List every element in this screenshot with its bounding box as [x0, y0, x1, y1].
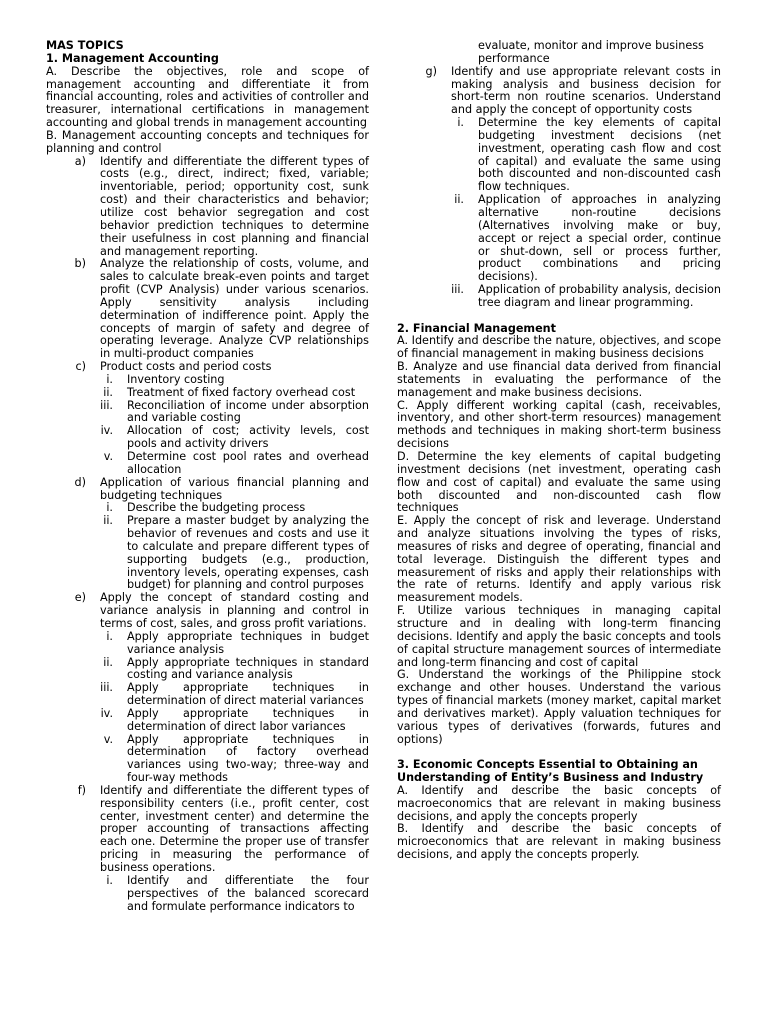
sublist-item-e-ii	[46, 657, 369, 683]
sublist-item-text: Apply appropriate techniques in standard costing and variance analysis	[127, 655, 369, 682]
list-item-a	[46, 156, 369, 259]
list-marker: e)	[74, 591, 86, 605]
section-2-heading: 2. Financial Management	[397, 321, 556, 335]
sublist-marker: ii.	[103, 385, 113, 399]
section-2-item-e: E. Apply the concept of risk and leverage. Understand and analyze situations involving the types of risks, measures of risks and degree of operating, financial and total leverage. Distinguish the different types and measurement of risks and apply their relationships with the rate of returns. Identify and apply various risk measurement models.	[397, 514, 721, 605]
sublist-item-text: Allocation of cost; activity levels, cost pools and activity drivers	[127, 424, 369, 451]
sublist-item-e-i	[46, 631, 369, 657]
sublist-marker: v.	[103, 450, 113, 463]
list-marker: f)	[77, 783, 86, 797]
sublist-item-text: Application of probability analysis, decision tree diagram and linear programming.	[478, 283, 721, 309]
sublist-marker: ii.	[454, 193, 464, 207]
list-item-text: Application of various financial planning and budgeting techniques	[100, 475, 369, 502]
sublist-marker: iii.	[100, 681, 113, 695]
sublist-marker: iv.	[100, 706, 113, 720]
list-item-e	[46, 592, 369, 631]
sublist-item-f-i-continued: evaluate, monitor and improve business performance	[478, 39, 704, 65]
sublist-item-text: Describe the budgeting process	[127, 501, 306, 515]
section-1-item-b: B. Management accounting concepts and techniques for planning and control	[46, 128, 369, 155]
sublist-marker: i.	[106, 501, 113, 515]
sublist-item-text: Inventory costing	[127, 372, 225, 386]
sublist-item-text: Apply appropriate techniques in determination of factory overhead variances using two-way; three-way and four-way methods	[127, 732, 369, 785]
list-marker: d)	[74, 475, 86, 489]
sublist-item-text: Treatment of fixed factory overhead cost	[127, 385, 356, 399]
sublist-item-e-iv	[46, 708, 369, 734]
sublist-item-c-iv	[46, 425, 369, 451]
list-item-text: Identify and differentiate the different types of costs (e.g., direct, indirect; fixed, variable; inventoriable, period; opportunity cost, sunk cost) and their characteristics and behavior; utilize cost behavior segregation and cost behavior prediction techniques to determine their usefulness in cost planning and financial and management reporting.	[100, 154, 369, 258]
sublist-item-c-v	[46, 451, 369, 477]
sublist-item-text: Apply appropriate techniques in determination of direct labor variances	[127, 706, 369, 733]
sublist-item-text: Identify and differentiate the four perspectives of the balanced scorecard and formulate performance indicators to	[127, 873, 369, 913]
sublist-item-text: Apply appropriate techniques in determination of direct material variances	[127, 681, 369, 708]
list-item-b	[46, 258, 369, 361]
sublist-marker: i.	[457, 116, 464, 130]
section-2-item-d: D. Determine the key elements of capital budgeting investment decisions (net investment, operating cash flow and cost of capital) and evaluate the same using both discounted and non-discounted cash flow techniques	[397, 450, 721, 515]
section-1-heading: 1. Management Accounting	[46, 51, 219, 65]
sublist-item-c-iii	[46, 400, 369, 426]
list-marker: a)	[74, 154, 86, 168]
sublist-item-d-ii	[46, 515, 369, 592]
sublist-item-text: Apply appropriate techniques in budget variance analysis	[127, 629, 369, 656]
section-3-item-a: A. Identify and describe the basic concepts of macroeconomics that are relevant in making business decisions, and apply the concepts properly	[397, 783, 721, 823]
list-item-f	[46, 785, 369, 875]
section-3-item-b: B. Identify and describe the basic concepts of microeconomics that are relevant in making business decisions, and apply the concepts properly.	[397, 822, 721, 862]
list-item-text: Product costs and period costs	[100, 360, 272, 374]
section-2-item-a: A. Identify and describe the nature, objectives, and scope of financial management in making business decisions	[397, 334, 721, 361]
document-title: MAS TOPICS	[46, 39, 124, 52]
sublist-item-text: Prepare a master budget by analyzing the behavior of revenues and costs and use it to calculate and prepare different types of supporting budgets (e.g., production, inventory levels, operating expenses, cash budget) for planning and control purposes	[127, 514, 369, 592]
list-item-g	[397, 66, 721, 117]
list-marker: c)	[75, 360, 86, 374]
sublist-marker: v.	[103, 732, 113, 746]
sublist-item-e-iii	[46, 682, 369, 708]
list-marker: g)	[425, 64, 437, 78]
right-column	[397, 40, 721, 862]
list-item-text: Identify and differentiate the different types of responsibility centers (i.e., profit center, cost center, investment center) and determine the proper accounting of transactions affecting each one. Determine the proper use of transfer pricing in measuring the performance of business operations.	[100, 783, 369, 874]
sublist-item-e-v	[46, 734, 369, 785]
sublist-item-g-i	[397, 117, 721, 194]
section-2-item-b: B. Analyze and use financial data derived from financial statements in evaluating the performance of the management and make business decisions.	[397, 360, 721, 399]
left-column	[46, 40, 369, 913]
sublist-item-text: Determine the key elements of capital budgeting investment decisions (net investment, operating cash flow and cost of capital) and evaluate the same using both discounted and non-discounted cash flow techniques.	[478, 116, 721, 194]
sublist-item-f-i	[46, 875, 369, 914]
section-2-item-g: G. Understand the workings of the Philippine stock exchange and other houses. Understand the various types of financial markets (money market, capital market and derivatives market). Apply valuation techniques for various types of derivatives (forwards, futures and options)	[397, 668, 721, 746]
list-item-d	[46, 477, 369, 503]
sublist-item-text: Reconciliation of income under absorption and variable costing	[127, 398, 369, 425]
sublist-marker: ii.	[103, 514, 113, 528]
sublist-marker: i.	[106, 372, 113, 386]
sublist-marker: iii.	[100, 398, 113, 412]
list-item-text: Identify and use appropriate relevant costs in making analysis and business decision for short-term non routine scenarios. Understand and apply the concept of opportunity costs	[451, 64, 721, 117]
list-item-text: Analyze the relationship of costs, volume, and sales to calculate break-even points and target profit (CVP Analysis) under various scenarios. Apply sensitivity analysis including determination of indifference point. Apply the concepts of margin of safety and degree of operating leverage. Analyze CVP relationships in multi-product companies	[100, 257, 369, 361]
sublist-item-text: Application of approaches in analyzing alternative non-routine decisions (Alternatives involving make or buy, accept or reject a special order, continue or shut-down, sell or process further, product combinations and pricing decisions).	[478, 193, 721, 284]
list-item-text: Apply the concept of standard costing and variance analysis in planning and control in terms of cost, sales, and gross profit variations.	[100, 591, 369, 630]
sublist-marker: i.	[106, 873, 113, 887]
section-1-item-a: A. Describe the objectives, role and scope of management accounting and differentiate it from financial accounting, roles and activities of controller and treasurer, international certifications in management accounting and global trends in management accounting	[46, 64, 369, 130]
sublist-item-text: Determine cost pool rates and overhead allocation	[127, 450, 369, 476]
list-marker: b)	[74, 257, 86, 271]
sublist-item-g-iii	[397, 284, 721, 310]
sublist-marker: iv.	[100, 424, 113, 438]
section-2-item-c: C. Apply different working capital (cash, receivables, inventory, and other short-term resources) management methods and techniques in making short-term business decisions	[397, 398, 721, 451]
sublist-marker: iii.	[451, 283, 464, 297]
sublist-item-g-ii	[397, 194, 721, 284]
section-2-item-f: F. Utilize various techniques in managing capital structure and in dealing with long-term financing decisions. Identify and apply the basic concepts and tools of capital structure management sources of intermediate and long-term financing and cost of capital	[397, 604, 721, 669]
sublist-marker: ii.	[103, 655, 113, 669]
section-3-heading: 3. Economic Concepts Essential to Obtaining an Understanding of Entity’s Business and Industry	[397, 758, 704, 785]
sublist-marker: i.	[106, 629, 113, 643]
